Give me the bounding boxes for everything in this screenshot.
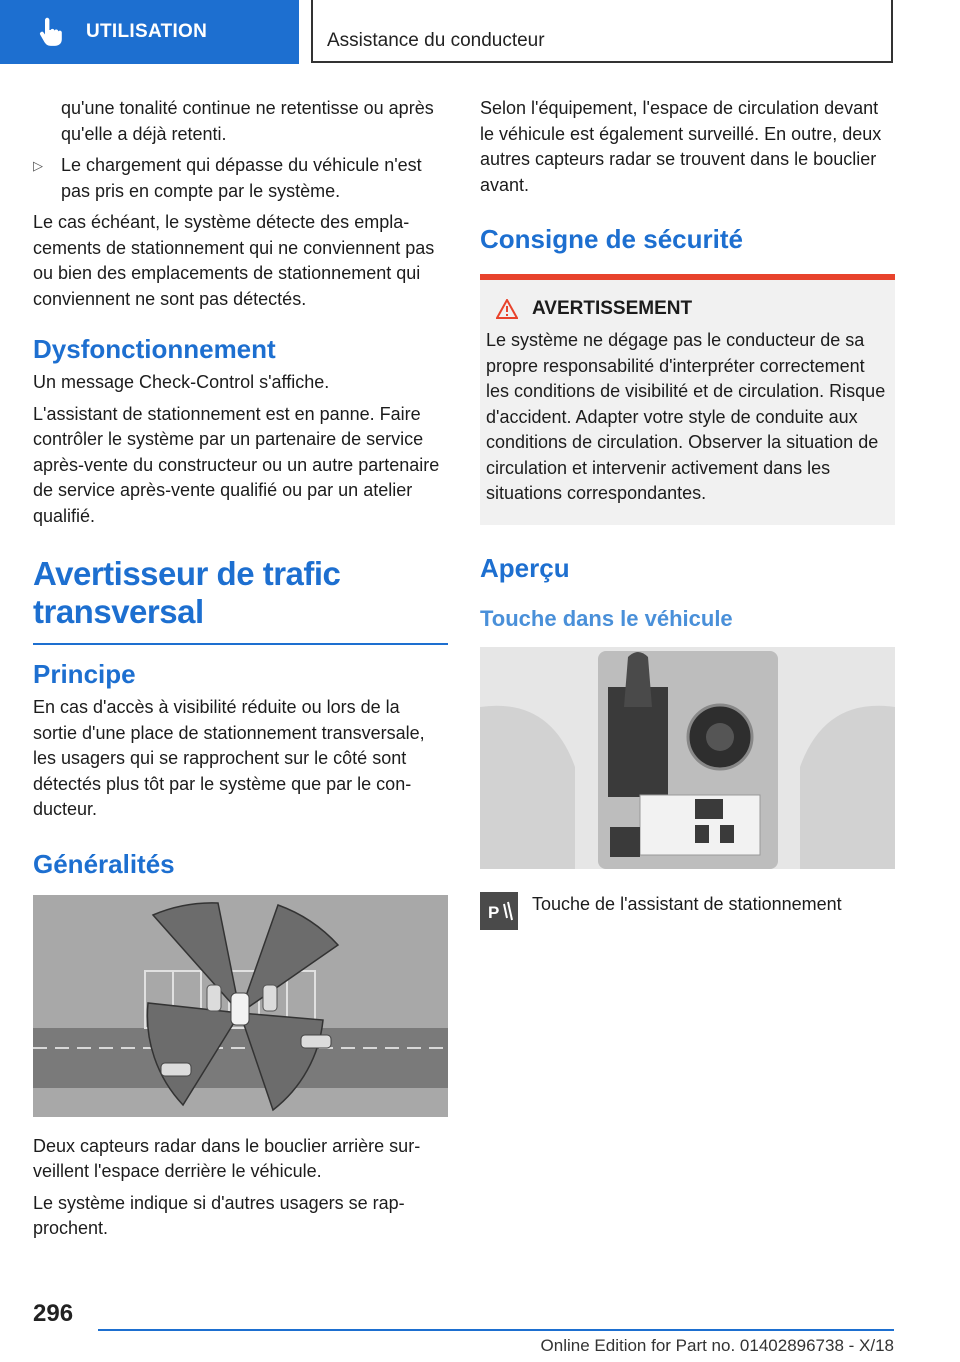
chapter-tab [311, 0, 893, 63]
heading-rule [33, 643, 448, 645]
footer-rule [98, 1329, 894, 1331]
hand-pointer-icon [34, 17, 64, 47]
chapter-title: Assistance du conducteur [327, 30, 545, 51]
svg-text:P: P [488, 902, 500, 922]
heading-dysfonctionnement: Dysfonctionnement [33, 334, 276, 364]
paragraph: Un message Check-Control s'affiche. [33, 372, 330, 392]
heading-apercu: Aperçu [480, 552, 570, 583]
page-number: 296 [33, 1300, 74, 1327]
warning-title: AVERTISSEMENT [532, 298, 693, 319]
triangle-bullet-icon: ▷ [33, 158, 43, 173]
heading-touche: Touche dans le véhicule [480, 605, 733, 631]
warning-header [486, 298, 887, 320]
warning-text: Le système ne dégage pas le conducteur de sa propre responsabilité d'interpréter correctement les conditions de visibilité et de circulation. Risque d'accident. Adapter votre style de conduite aux conditions de circulation. Observer la situation de circulation et intervenir activement dans les situations correspondantes. [486, 330, 886, 503]
heading-principe: Principe [33, 659, 136, 689]
left-column [33, 96, 448, 1248]
warning-box [480, 274, 895, 525]
figure-caption: Deux capteurs radar dans le bouclier arrière surveillent l'espace derrière le véhicule. [33, 1135, 421, 1181]
heading-consigne: Consigne de sécurité [480, 224, 743, 254]
section-tab [0, 0, 299, 64]
continued-bullet-text: qu'une tonalité continue ne retentisse ou après qu'elle a déjà retenti. [61, 98, 434, 144]
paragraph: Le cas échéant, le système détecte des emplacements de stationnement qui ne conviennent pas ou bien des emplacements de stationnement qui conviennent ne sont pas détectés. [33, 212, 435, 309]
paragraph: En cas d'accès à visibilité réduite ou lors de la sortie d'une place de stationnement transversale, les usagers qui se rapprochent sur le côté sont détectés plus tôt par le système que par le conducteur. [33, 697, 425, 819]
heading-generalites: Généralités [33, 848, 175, 879]
right-column [480, 96, 895, 930]
parking-assistant-key-icon [480, 892, 518, 930]
key-label: Touche de l'assistant de stationnement [532, 893, 842, 914]
cross-traffic-radar-diagram [33, 895, 448, 1117]
heading-avertisseur: Avertisseur de trafic transversal [33, 555, 341, 630]
paragraph: Le système indique si d'autres usagers se rapprochent. [33, 1192, 405, 1238]
key-legend [480, 892, 895, 930]
paragraph: L'assistant de stationnement est en panne. Faire contrôler le système par un partenaire de service après-vente du constructeur ou un autre partenaire de service après-vente qualifié ou par un atelier qualifié. [33, 403, 440, 526]
edition-note: Online Edition for Part no. 01402896738 - X/18 [540, 1336, 894, 1355]
section-label: UTILISATION [86, 21, 208, 42]
list-item-text: Le chargement qui dépasse du véhicule n'est pas pris en compte par le système. [61, 155, 422, 201]
warning-triangle-icon [496, 299, 518, 319]
page-header [0, 0, 960, 68]
paragraph: Selon l'équipement, l'espace de circulation devant le véhicule est également surveillé. En outre, deux autres capteurs radar se trouvent dans le bouclier avant. [480, 98, 882, 195]
list-item [33, 153, 448, 204]
center-console-photo [480, 647, 895, 869]
